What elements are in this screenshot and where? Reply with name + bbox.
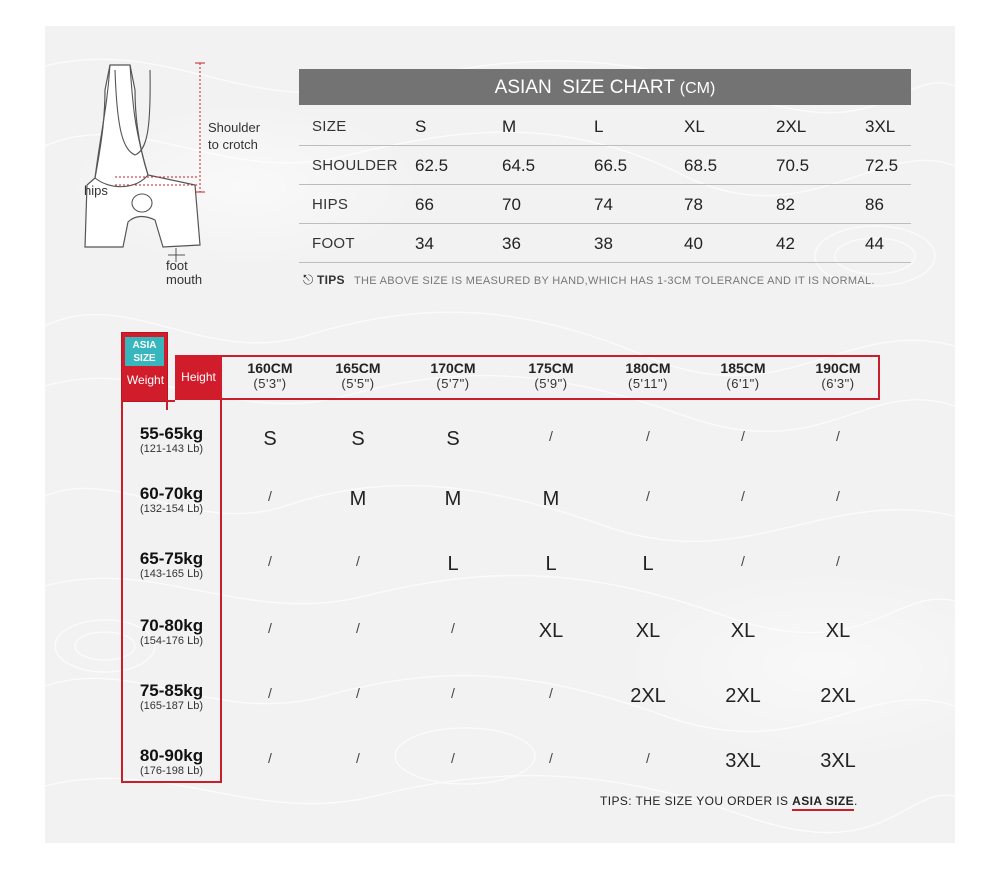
size-chart-cell: 66 xyxy=(415,195,434,214)
size-recommendation-cell: 3XL xyxy=(725,750,761,772)
size-chart-cell: L xyxy=(594,117,604,136)
size-recommendation-cell: / xyxy=(268,553,272,569)
size-recommendation-cell: / xyxy=(549,428,553,444)
size-chart-cell: 70 xyxy=(502,195,521,214)
tips-heading: TIPS xyxy=(316,273,345,287)
height-column-header: 160CM (5'3") xyxy=(247,360,293,391)
height-column-header: 170CM (5'7") xyxy=(430,360,476,391)
height-column-header: 175CM (5'9") xyxy=(528,360,574,391)
weight-row-header: 65-75kg (143-165 Lb) xyxy=(139,549,204,580)
weight-row-header: 60-70kg (132-154 Lb) xyxy=(139,484,204,515)
weight-row-header: 80-90kg (176-198 Lb) xyxy=(139,746,204,777)
size-chart-title-main: ASIAN SIZE CHART xyxy=(494,77,675,98)
size-recommendation-cell: / xyxy=(741,553,745,569)
frame-connector xyxy=(166,400,175,410)
hips-label: hips xyxy=(84,183,108,198)
size-recommendation-cell: M xyxy=(542,488,560,510)
size-chart-row-label: FOOT xyxy=(312,235,355,252)
size-chart-cell: 66.5 xyxy=(594,156,628,175)
size-recommendation-cell: / xyxy=(451,685,455,701)
shoulder-to-crotch-label: Shoulder to crotch xyxy=(208,120,261,152)
height-column-header: 185CM (6'1") xyxy=(720,360,766,391)
size-recommendation-cell: XL xyxy=(538,620,564,642)
size-recommendation-cell: / xyxy=(836,553,840,569)
size-recommendation-cell: / xyxy=(549,685,553,701)
size-recommendation-cell: / xyxy=(268,488,272,504)
height-column-header: 165CM (5'5") xyxy=(335,360,381,391)
size-recommendation-cell: / xyxy=(356,685,360,701)
size-chart-cell: XL xyxy=(684,117,705,136)
size-chart-cell: 82 xyxy=(776,195,795,214)
size-recommendation-cell: / xyxy=(451,620,455,636)
size-chart-row xyxy=(299,186,911,224)
size-recommendation-cell: 2XL xyxy=(725,685,761,707)
size-recommendation-cell: / xyxy=(356,750,360,766)
size-recommendation-cell: / xyxy=(646,428,650,444)
size-recommendation-cell: L xyxy=(642,553,654,575)
weight-column-frame xyxy=(121,400,222,783)
size-recommendation-cell: / xyxy=(836,488,840,504)
size-chart-cell: 40 xyxy=(684,234,703,253)
size-recommendation-cell: / xyxy=(268,685,272,701)
size-recommendation-cell: / xyxy=(836,428,840,444)
size-recommendation-cell: / xyxy=(268,620,272,636)
weight-row-header: 70-80kg (154-176 Lb) xyxy=(139,616,204,647)
size-recommendation-cell: S xyxy=(351,428,365,450)
size-recommendation-cell: L xyxy=(447,553,459,575)
asia-size-highlight: ASIA SIZE xyxy=(792,794,854,811)
size-recommendation-cell: XL xyxy=(635,620,661,642)
tips-text: THE ABOVE SIZE IS MEASURED BY HAND,WHICH HAS 1-3CM TOLERANCE AND IT IS NORMAL. xyxy=(354,275,875,287)
size-chart-row-label: HIPS xyxy=(312,196,349,213)
size-recommendation-cell: L xyxy=(545,553,557,575)
size-recommendation-cell: / xyxy=(356,553,360,569)
size-recommendation-cell: / xyxy=(741,428,745,444)
size-recommendation-cell: / xyxy=(741,488,745,504)
size-recommendation-cell: XL xyxy=(730,620,756,642)
size-recommendation-cell: 2XL xyxy=(630,685,666,707)
size-chart-row xyxy=(299,147,911,185)
size-recommendation-cell: / xyxy=(549,750,553,766)
size-chart-cell: 64.5 xyxy=(502,156,536,175)
tips-icon: ⎋ xyxy=(303,272,314,287)
size-chart-row-label: SHOULDER xyxy=(312,157,398,174)
size-recommendation-cell: M xyxy=(444,488,462,510)
size-chart-title-unit: (CM) xyxy=(679,80,716,97)
foot-mouth-label: foot mouth xyxy=(166,258,203,287)
size-chart-tips xyxy=(303,272,875,288)
size-recommendation-cell: / xyxy=(268,750,272,766)
size-chart-title xyxy=(299,69,911,105)
size-chart-cell: 36 xyxy=(502,234,521,253)
weight-header: Weight xyxy=(126,373,165,387)
size-chart-row xyxy=(299,225,911,263)
size-recommendation-cell: / xyxy=(646,488,650,504)
height-column-header: 190CM (6'3") xyxy=(815,360,861,391)
size-recommendation-cell: 2XL xyxy=(820,685,856,707)
size-recommendation-cell: S xyxy=(446,428,460,450)
size-recommendation-cell: 3XL xyxy=(820,750,856,772)
size-recommendation-cell: M xyxy=(349,488,367,510)
size-chart-cell: 68.5 xyxy=(684,156,718,175)
bib-shorts-diagram xyxy=(35,30,215,290)
size-recommendation-cell: XL xyxy=(825,620,851,642)
size-chart-cell: 78 xyxy=(684,195,703,214)
size-recommendation-cell: / xyxy=(451,750,455,766)
height-header: Height xyxy=(175,355,222,400)
size-chart-row xyxy=(299,108,911,146)
size-recommendation-cell: S xyxy=(263,428,277,450)
size-chart-cell: 38 xyxy=(594,234,613,253)
size-chart-row-label: SIZE xyxy=(312,118,347,135)
size-chart-cell: 2XL xyxy=(776,117,807,136)
size-chart-cell: S xyxy=(415,117,427,136)
weight-row-header: 75-85kg (165-187 Lb) xyxy=(139,681,204,712)
height-column-header: 180CM (5'11") xyxy=(625,360,671,391)
size-chart-cell: M xyxy=(502,117,517,136)
size-chart-cell: 42 xyxy=(776,234,795,253)
weight-row-header: 55-65kg (121-143 Lb) xyxy=(139,424,204,455)
size-recommendation-cell: / xyxy=(646,750,650,766)
size-chart-cell: 86 xyxy=(865,195,884,214)
size-chart-cell: 62.5 xyxy=(415,156,449,175)
size-recommendation-cell: / xyxy=(356,620,360,636)
size-chart-cell: 74 xyxy=(594,195,613,214)
size-chart-cell: 34 xyxy=(415,234,434,253)
size-chart-cell: 44 xyxy=(865,234,884,253)
asia-size-tag: ASIA SIZE xyxy=(125,337,164,366)
size-chart-cell: 70.5 xyxy=(776,156,810,175)
asia-size-badge xyxy=(121,332,168,402)
size-chart-cell: 72.5 xyxy=(865,156,899,175)
size-chart-cell: 3XL xyxy=(865,117,896,136)
order-size-tip: TIPS: THE SIZE YOU ORDER IS ASIA SIZE. xyxy=(600,794,858,808)
